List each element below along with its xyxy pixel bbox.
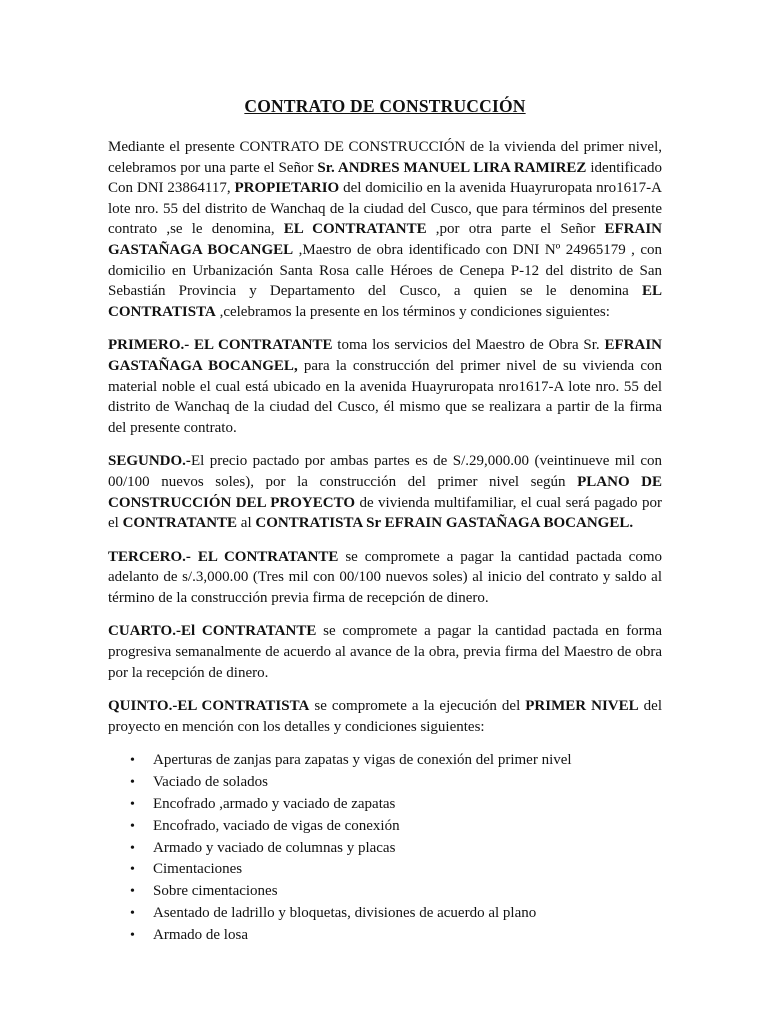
bullet-icon: • xyxy=(130,797,135,813)
clause-quinto-heading: QUINTO.-EL CONTRATISTA xyxy=(108,698,310,715)
work-items-list xyxy=(108,750,662,946)
list-item-text: Armado de losa xyxy=(153,926,248,943)
owner-role: PROPIETARIO xyxy=(234,180,340,197)
bullet-icon: • xyxy=(130,884,135,900)
intro-text-4: ,por otra parte el Señor xyxy=(426,221,605,238)
list-item xyxy=(108,859,662,881)
clause-segundo-plan: PLANO DE CONSTRUCCIÓN DEL PROYECTO xyxy=(108,473,662,511)
clause-quinto-level: PRIMER NIVEL xyxy=(525,698,639,715)
bullet-icon: • xyxy=(130,753,135,769)
intro-text-3: del domicilio en la avenida Huayruropata nro1617-A lote nro. 55 del distrito de Wanchaq de la ciudad del Cusco, que para términos del presente contrato ,se le denomina, xyxy=(108,180,663,238)
intro-text-1: Mediante el presente CONTRATO DE CONSTRUCCIÓN de la vivienda del primer nivel, celebramos por una parte el Señor xyxy=(108,139,662,176)
intro-text-5: ,Maestro de obra identificado con DNI Nº 24965179 , con domicilio en Urbanización Santa Rosa calle Héroes de Cenepa P-12 del distrito de San Sebastián Provincia y Departamento del Cusco, a quien se le denomina xyxy=(108,241,662,300)
clause-primero-text-2: para la construcción del primer nivel de su vivienda con material noble el cual está ubicado en la avenida Huayruropata nro1617-A lote nro. 55 del distrito de Wanchaq de la ciudad del Cusco, él mismo que se realizara a partir de la firma del presente contrato. xyxy=(108,357,662,436)
list-item-text: Cimentaciones xyxy=(153,861,243,878)
clause-cuarto xyxy=(108,621,662,683)
clause-primero-contractor: EFRAIN GASTAÑAGA BOCANGEL, xyxy=(108,337,662,374)
clause-quinto xyxy=(108,696,662,737)
document-title: CONTRATO DE CONSTRUCCIÓN xyxy=(244,96,526,116)
contratante-label: EL CONTRATANTE xyxy=(283,221,427,238)
list-item xyxy=(108,881,662,903)
bullet-icon: • xyxy=(130,775,135,791)
clause-segundo-contratante: CONTRATANTE xyxy=(122,515,238,532)
clause-tercero-heading: TERCERO.- EL CONTRATANTE xyxy=(108,548,339,565)
list-item xyxy=(108,925,662,947)
clause-primero-text-1: toma los servicios del Maestro de Obra Sr. xyxy=(332,337,605,354)
list-item-text: Encofrado ,armado y vaciado de zapatas xyxy=(153,796,396,813)
clause-cuarto-text: se compromete a pagar la cantidad pactada en forma progresiva semanalmente de acuerdo al avance de la obra, previa firma del Maestro de obra por la recepción de dinero. xyxy=(108,623,663,681)
clause-segundo-text-3: al xyxy=(237,515,256,532)
list-item-text: Encofrado, vaciado de vigas de conexión xyxy=(153,817,400,834)
bullet-icon: • xyxy=(130,840,135,856)
clause-quinto-text-1: se compromete a la ejecución del xyxy=(309,698,526,715)
intro-paragraph xyxy=(108,137,662,322)
list-item-text: Sobre cimentaciones xyxy=(153,883,278,900)
list-item xyxy=(108,838,662,860)
clause-cuarto-heading: CUARTO.-El CONTRATANTE xyxy=(108,623,317,640)
clause-segundo-text-2: de vivienda multifamiliar, el cual será pagado por el xyxy=(108,494,662,532)
bullet-icon: • xyxy=(130,927,135,943)
list-item-text: Vaciado de solados xyxy=(153,774,268,791)
intro-text-2: identificado Con DNI 23864117, xyxy=(108,159,663,197)
list-item-text: Armado y vaciado de columnas y placas xyxy=(153,839,396,856)
clause-segundo-text-1: El precio pactado por ambas partes es de S/.29,000.00 (veintinueve mil con 00/100 nuevos soles), por la construcción del primer nivel según xyxy=(108,453,662,490)
list-item xyxy=(108,903,662,925)
clause-segundo-contratista: CONTRATISTA Sr EFRAIN GASTAÑAGA BOCANGEL. xyxy=(255,515,634,532)
clause-primero-heading: PRIMERO.- EL CONTRATANTE xyxy=(108,337,333,354)
contratista-label: EL CONTRATISTA xyxy=(108,283,662,320)
bullet-icon: • xyxy=(130,818,135,834)
intro-text-6: ,celebramos la presente en los términos y condiciones siguientes: xyxy=(215,303,610,320)
contractor-name: EFRAIN GASTAÑAGA BOCANGEL xyxy=(108,221,662,258)
list-item xyxy=(108,772,662,794)
clause-tercero xyxy=(108,547,662,609)
bullet-icon: • xyxy=(130,906,135,922)
list-item-text: Asentado de ladrillo y bloquetas, divisiones de acuerdo al plano xyxy=(153,905,537,922)
list-item xyxy=(108,750,662,772)
clause-segundo xyxy=(108,451,662,533)
owner-name: Sr. ANDRES MANUEL LIRA RAMIREZ xyxy=(317,159,587,176)
clause-segundo-heading: SEGUNDO.- xyxy=(108,453,191,470)
bullet-icon: • xyxy=(130,862,135,878)
clause-tercero-text: se compromete a pagar la cantidad pactada como adelanto de s/.3,000.00 (Tres mil con 00/100 nuevos soles) al inicio del contrato y saldo al término de la construcción previa firma de recepción de dinero. xyxy=(108,548,663,606)
list-item xyxy=(108,816,662,838)
list-item-text: Aperturas de zanjas para zapatas y vigas de conexión del primer nivel xyxy=(153,752,572,769)
clause-primero xyxy=(108,335,662,438)
list-item xyxy=(108,794,662,816)
clause-quinto-text-2: del proyecto en mención con los detalles y condiciones siguientes: xyxy=(108,698,662,735)
